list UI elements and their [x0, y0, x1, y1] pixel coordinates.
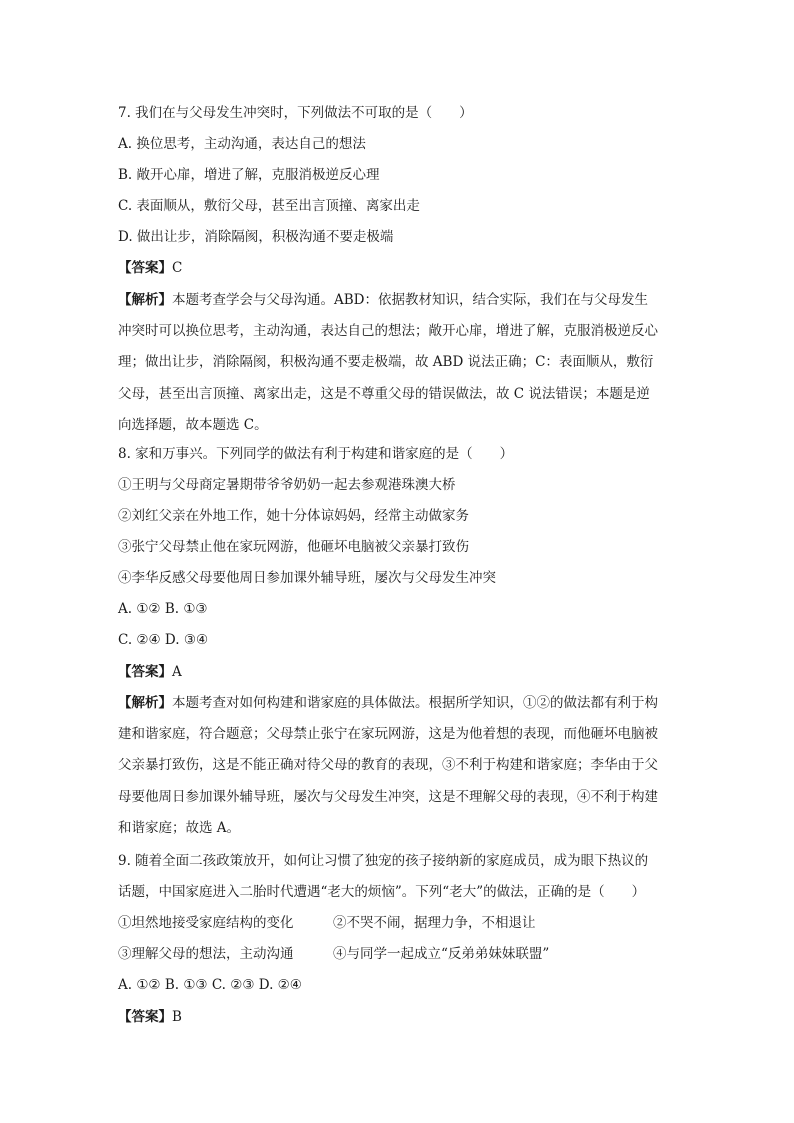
answer-value: C	[172, 260, 183, 276]
question-7-option-d: D. 做出让步，消除隔阂，积极沟通不要走极端	[118, 229, 394, 245]
question-9-item-4: ④与同学一起成立“反弟弟妹妹联盟”	[333, 946, 550, 962]
analysis-line: 母要他周日参加课外辅导班，屡次与父母发生冲突，这是不理解父母的表现，④不利于构建	[118, 788, 658, 805]
analysis-label: 【解析】	[118, 695, 172, 711]
analysis-line: 【解析】本题考查学会与父母沟通。ABD：依据教材知识，结合实际，我们在与父母发生	[118, 292, 648, 308]
question-9-stem-line-1: 9. 随着全面二孩政策放开，如何让习惯了独宠的孩子接纳新的家庭成员，成为眼下热议的	[118, 853, 649, 869]
question-9-item-3: ③理解父母的想法，主动沟通	[118, 946, 294, 962]
question-8-answer	[118, 662, 182, 682]
analysis-line: 冲突时可以换位思考，主动沟通，表达自己的想法；敞开心扉，增进了解，克服消极逆反心	[118, 323, 658, 340]
answer-value: B	[172, 1009, 182, 1025]
answer-label: 【答案】	[118, 260, 172, 276]
analysis-line: 理；做出让步，消除隔阂，积极沟通不要走极端，故 ABD 说法正确；C：表面顺从，敷衍	[118, 354, 654, 371]
question-7-option-c: C. 表面顺从，敷衍父母，甚至出言顶撞、离家出走	[118, 198, 420, 214]
answer-label: 【答案】	[118, 1009, 172, 1025]
question-8-options-ab: A. ①② B. ①③	[118, 601, 208, 617]
question-9-stem-line-2: 话题，中国家庭进入二胎时代遭遇“老大的烦恼”。下列“老大”的做法，正确的是（ ）	[118, 884, 646, 900]
question-7-analysis	[118, 290, 678, 446]
question-7-option-a: A. 换位思考，主动沟通，表达自己的想法	[118, 136, 366, 152]
question-8-options-cd: C. ②④ D. ③④	[118, 632, 209, 648]
question-9-item-2: ②不哭不闹，据理力争，不相退让	[333, 915, 536, 931]
question-9-items-row-1	[118, 913, 536, 933]
question-8-analysis	[118, 693, 678, 849]
question-7-option-b: B. 敞开心扉，增进了解，克服消极逆反心理	[118, 167, 380, 183]
question-9-options: A. ①② B. ①③ C. ②③ D. ②④	[118, 977, 302, 993]
question-8-item-2: ②刘红父亲在外地工作，她十分体谅妈妈，经常主动做家务	[118, 508, 469, 524]
analysis-line: 和谐家庭；故选 A。	[118, 819, 241, 836]
question-8-item-4: ④李华反感父母要他周日参加课外辅导班，屡次与父母发生冲突	[118, 570, 496, 586]
analysis-line: 父亲暴打致伤，这是不能正确对待父母的教育的表现，③不利于构建和谐家庭；李华由于父	[118, 757, 658, 774]
analysis-line: 建和谐家庭，符合题意；父母禁止张宁在家玩网游，这是为他着想的表现，而他砸坏电脑被	[118, 726, 658, 743]
question-7-answer	[118, 258, 182, 278]
answer-label: 【答案】	[118, 664, 172, 680]
question-9-items-row-2	[118, 944, 549, 964]
answer-value: A	[172, 664, 182, 680]
analysis-label: 【解析】	[118, 292, 172, 308]
analysis-line: 向选择题，故本题选 C。	[118, 416, 268, 433]
question-8-item-1: ①王明与父母商定暑期带爷爷奶奶一起去参观港珠澳大桥	[118, 477, 456, 493]
question-9-answer	[118, 1007, 182, 1027]
question-8-stem: 8. 家和万事兴。下列同学的做法有利于构建和谐家庭的是（ ）	[118, 446, 514, 462]
question-7-stem: 7. 我们在与父母发生冲突时，下列做法不可取的是（ ）	[118, 105, 473, 121]
analysis-line: 父母，甚至出言顶撞、离家出走，这是不尊重父母的错误做法，故 C 说法错误；本题是逆	[118, 385, 650, 402]
question-8-item-3: ③张宁父母禁止他在家玩网游，他砸坏电脑被父亲暴打致伤	[118, 539, 469, 555]
analysis-line: 【解析】本题考查对如何构建和谐家庭的具体做法。根据所学知识，①②的做法都有利于构	[118, 695, 658, 711]
question-9-item-1: ①坦然地接受家庭结构的变化	[118, 915, 294, 931]
